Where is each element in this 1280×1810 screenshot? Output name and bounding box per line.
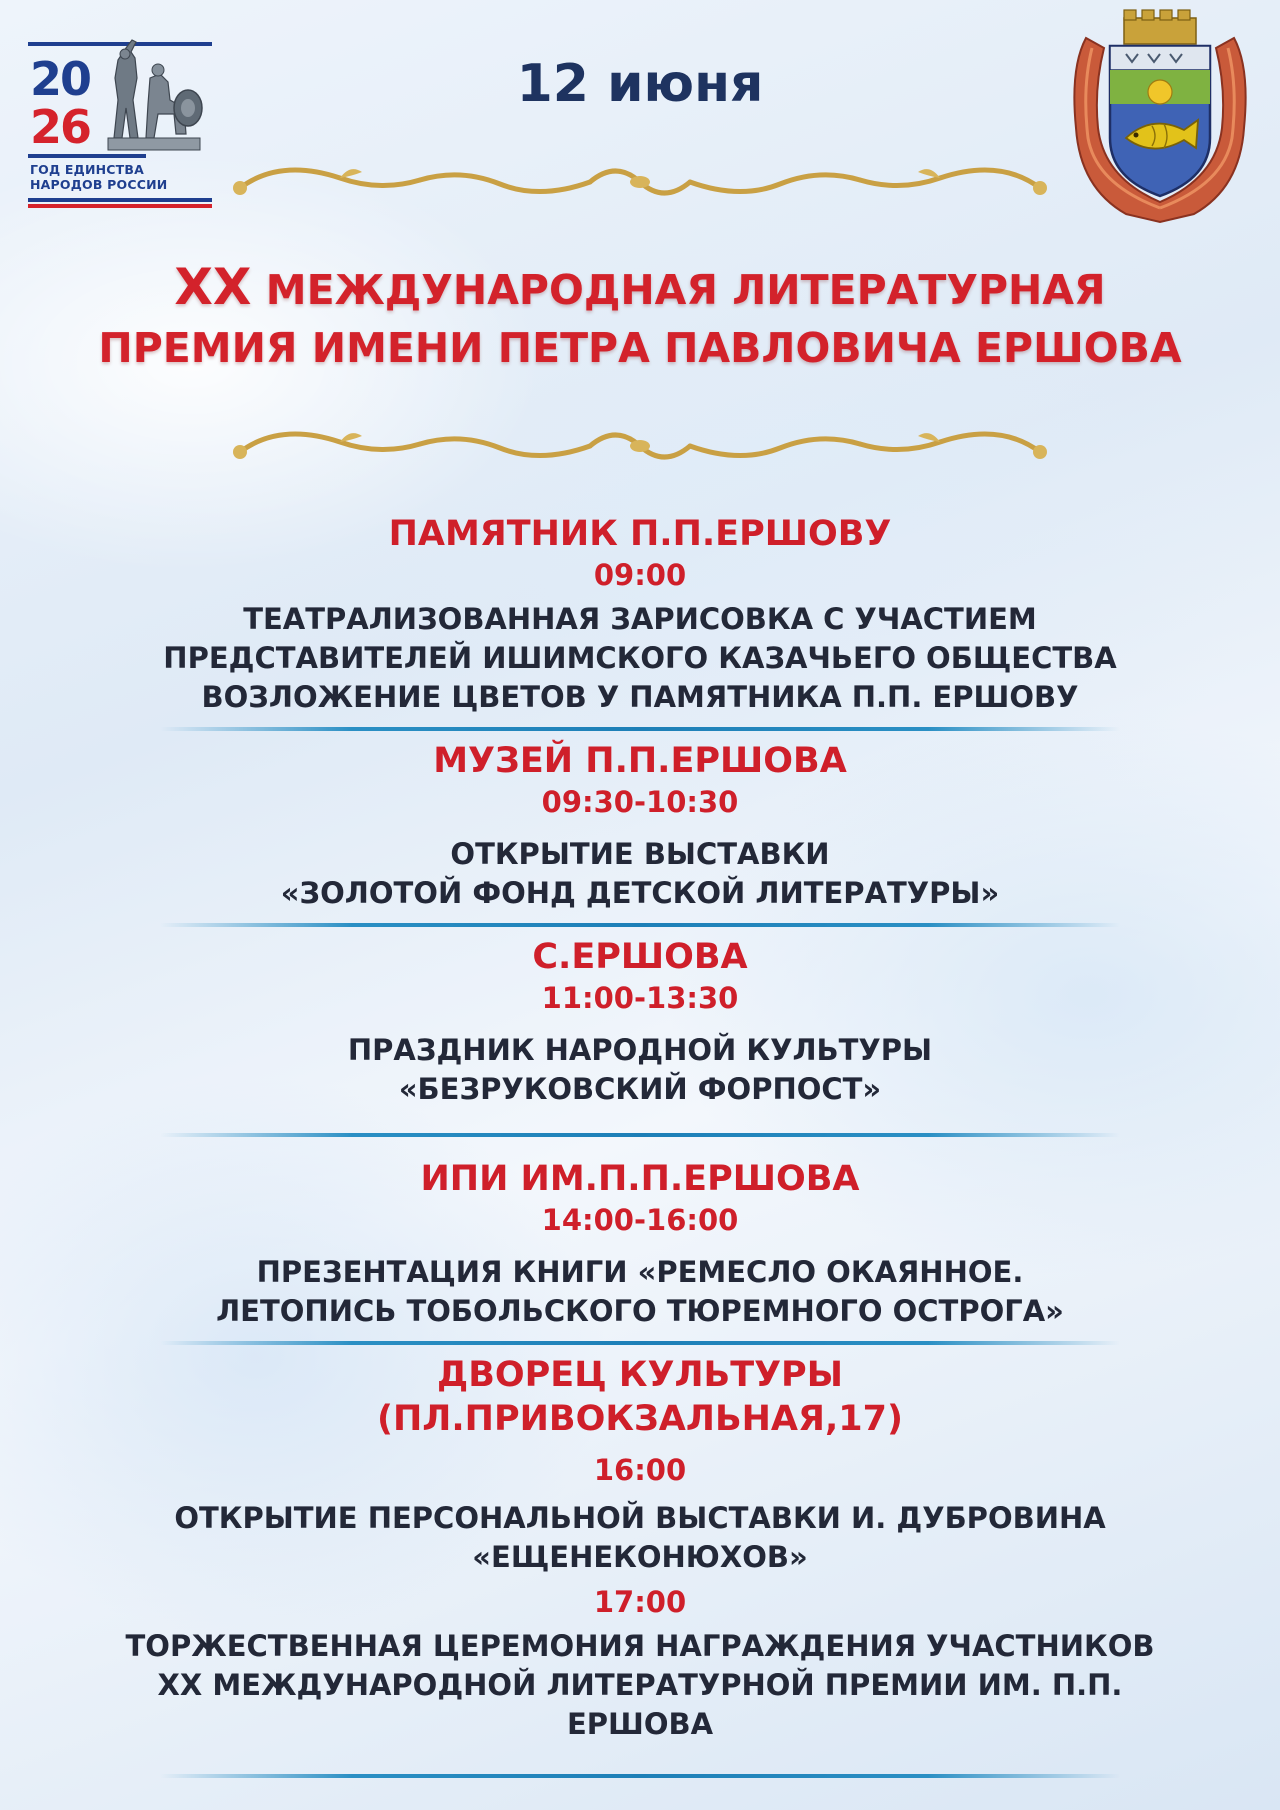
section-time: 14:00-16:00 <box>541 1203 739 1237</box>
section-place: ДВОРЕЦ КУЛЬТУРЫ <box>437 1355 843 1395</box>
section-description-line: ПРАЗДНИК НАРОДНОЙ КУЛЬТУРЫ <box>347 1033 933 1067</box>
section-divider <box>160 1133 1120 1137</box>
logo-year-bottom: 26 <box>30 100 91 154</box>
schedule-section-museum <box>80 739 1200 913</box>
gold-ornament-divider-bottom <box>220 412 1060 482</box>
section-description-line: ЕРШОВА <box>566 1707 714 1741</box>
section-time: 09:30-10:30 <box>541 785 739 819</box>
section-divider <box>160 1341 1120 1345</box>
section-description-line: «ЕЩЕНЕКОНЮХОВ» <box>472 1540 808 1574</box>
schedule-section-institute <box>80 1157 1200 1331</box>
ishim-coat-of-arms-icon <box>1066 8 1254 226</box>
section-description-line: XX МЕЖДУНАРОДНОЙ ЛИТЕРАТУРНОЙ ПРЕМИИ ИМ. П.П. <box>157 1668 1123 1702</box>
section-description-line: ОТКРЫТИЕ ПЕРСОНАЛЬНОЙ ВЫСТАВКИ И. ДУБРОВИНА <box>174 1501 1106 1535</box>
section-place: МУЗЕЙ П.П.ЕРШОВА <box>433 741 847 781</box>
section-place: ИПИ ИМ.П.П.ЕРШОВА <box>420 1159 860 1199</box>
section-time: 11:00-13:30 <box>541 981 739 1015</box>
section-description-line: ПРЕДСТАВИТЕЛЕЙ ИШИМСКОГО КАЗАЧЬЕГО ОБЩЕСТВА <box>163 641 1117 675</box>
section-description-line: ВОЗЛОЖЕНИЕ ЦВЕТОВ У ПАМЯТНИКА П.П. ЕРШОВУ <box>201 680 1079 714</box>
section-divider <box>160 923 1120 927</box>
title-line-1 <box>40 258 1240 319</box>
title-prefix: XX <box>174 258 252 316</box>
gold-ornament-divider-top <box>220 148 1060 218</box>
section-divider <box>160 1774 1120 1778</box>
logo-year-top: 20 <box>30 52 91 106</box>
event-date: 12 июня <box>516 54 764 114</box>
year-of-unity-logo <box>28 38 214 208</box>
section-description-line: ПРЕЗЕНТАЦИЯ КНИГИ «РЕМЕСЛО ОКАЯННОЕ. <box>256 1255 1024 1289</box>
schedule-section-palace-of-culture <box>80 1353 1200 1744</box>
monument-minin-pozharsky-icon <box>88 38 208 156</box>
section-time: 17:00 <box>593 1585 687 1619</box>
title-line1-text: МЕЖДУНАРОДНАЯ ЛИТЕРАТУРНАЯ <box>265 266 1106 314</box>
award-title <box>40 258 1240 377</box>
logo-mid-bar <box>28 154 146 158</box>
section-description-line: ЛЕТОПИСЬ ТОБОЛЬСКОГО ТЮРЕМНОГО ОСТРОГА» <box>216 1294 1064 1328</box>
section-time: 09:00 <box>593 558 687 592</box>
section-description-line: «БЕЗРУКОВСКИЙ ФОРПОСТ» <box>398 1072 882 1106</box>
section-divider <box>160 727 1120 731</box>
section-time: 16:00 <box>593 1453 687 1487</box>
section-place-address: (ПЛ.ПРИВОКЗАЛЬНАЯ,17) <box>377 1399 903 1439</box>
logo-bottom-bar-red <box>28 204 212 208</box>
logo-caption <box>30 162 167 192</box>
logo-bottom-bar-blue <box>28 198 212 202</box>
section-description-line: ТЕАТРАЛИЗОВАННАЯ ЗАРИСОВКА С УЧАСТИЕМ <box>243 602 1037 636</box>
schedule-section-monument <box>80 512 1200 717</box>
schedule-section-village <box>80 935 1200 1109</box>
section-description-line: ТОРЖЕСТВЕННАЯ ЦЕРЕМОНИЯ НАГРАЖДЕНИЯ УЧАСТНИКОВ <box>125 1629 1155 1663</box>
section-description-line: «ЗОЛОТОЙ ФОНД ДЕТСКОЙ ЛИТЕРАТУРЫ» <box>280 876 1000 910</box>
section-place: ПАМЯТНИК П.П.ЕРШОВУ <box>388 514 892 554</box>
section-place: С.ЕРШОВА <box>532 937 748 977</box>
logo-caption-line2: НАРОДОВ РОССИИ <box>30 177 168 192</box>
title-line-2: ПРЕМИЯ ИМЕНИ ПЕТРА ПАВЛОВИЧА ЕРШОВА <box>98 324 1182 372</box>
section-description-line: ОТКРЫТИЕ ВЫСТАВКИ <box>450 837 830 871</box>
event-schedule <box>80 512 1200 1786</box>
logo-caption-line1: ГОД ЕДИНСТВА <box>30 162 144 177</box>
